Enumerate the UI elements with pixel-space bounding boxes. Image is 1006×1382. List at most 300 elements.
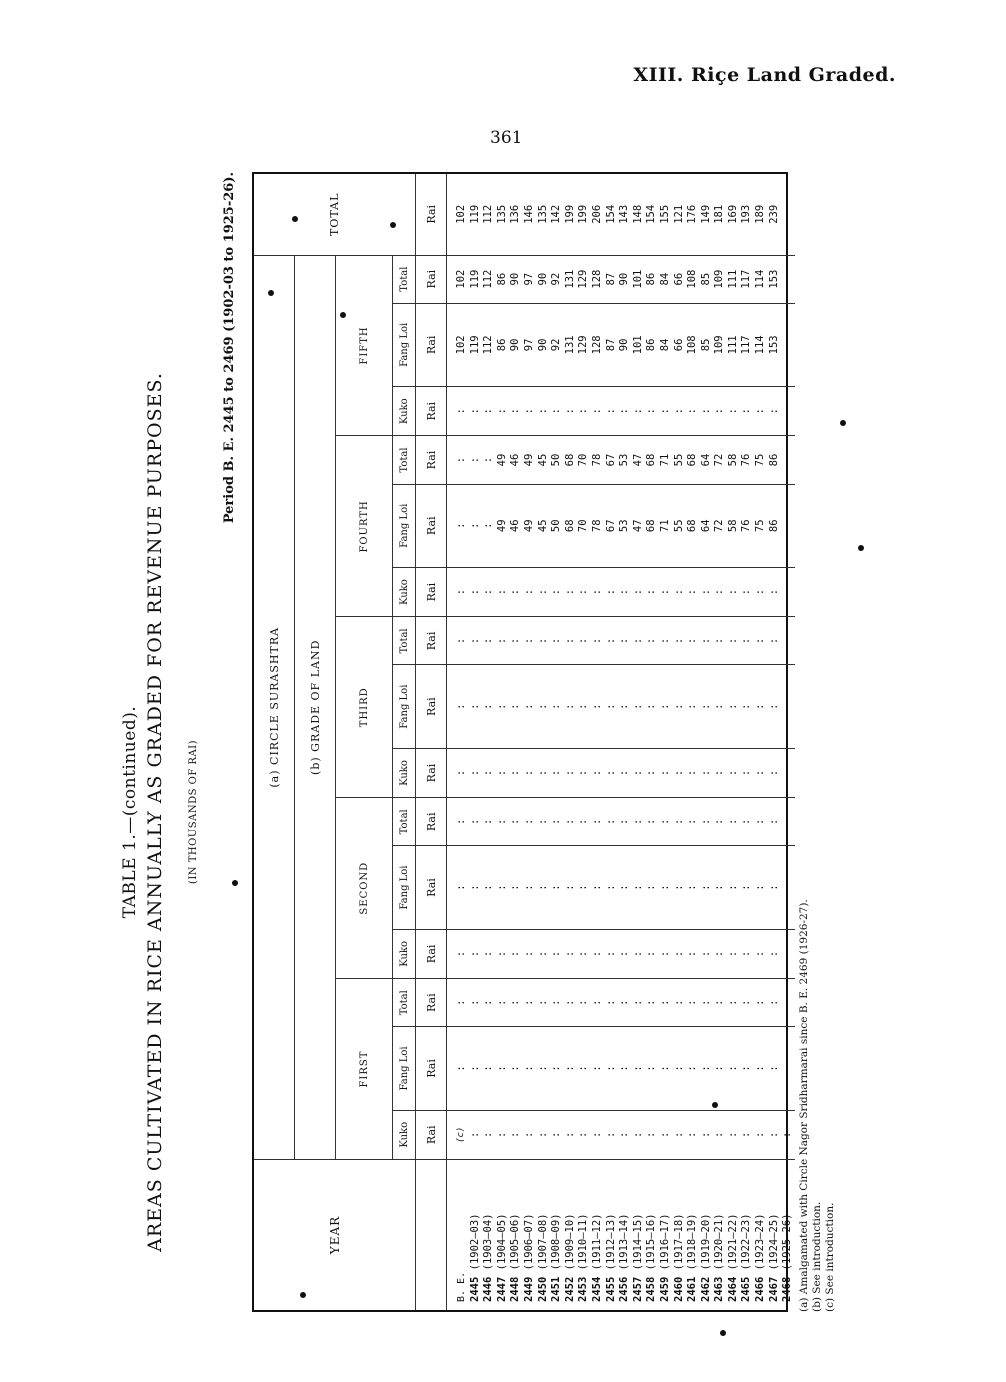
table-cell: : bbox=[740, 769, 753, 777]
table-cell: : bbox=[522, 588, 535, 596]
table-cell: : bbox=[699, 769, 712, 777]
table-cell: : bbox=[468, 408, 481, 415]
table-cell: : bbox=[767, 408, 780, 415]
year-ad: (1920–21) bbox=[713, 1213, 726, 1277]
subcol-total: Total bbox=[393, 617, 416, 665]
table-cell: 143 bbox=[618, 204, 631, 224]
page-number: 361 bbox=[490, 128, 523, 148]
year-ad: (1912–13) bbox=[604, 1213, 617, 1277]
table-cell: : bbox=[590, 769, 603, 777]
table-cell: : bbox=[482, 818, 495, 825]
table-cell: 64 bbox=[699, 453, 712, 467]
unit-label: Rai bbox=[416, 484, 447, 567]
year-row bbox=[469, 1160, 483, 1302]
table-cell: : bbox=[754, 884, 767, 891]
table-cell: : bbox=[522, 769, 535, 777]
table-cell: : bbox=[672, 884, 685, 891]
col-fifth-total bbox=[447, 255, 795, 303]
table-cell: : bbox=[563, 950, 576, 958]
table-cell: 68 bbox=[686, 519, 699, 533]
table-cell: : bbox=[726, 703, 739, 710]
table-cell: : bbox=[645, 769, 658, 777]
year-be: 2452 bbox=[563, 1276, 576, 1302]
table-cell: : bbox=[699, 1131, 712, 1138]
year-be: 2467 bbox=[767, 1276, 780, 1302]
col-first-fang-loi bbox=[447, 1027, 795, 1110]
col-first-kuko bbox=[447, 1110, 795, 1159]
table-cell: 85 bbox=[699, 338, 712, 352]
table-cell: 72 bbox=[713, 453, 726, 467]
table-cell: : bbox=[590, 408, 603, 415]
subcol-fang-loi: Fang Loi bbox=[393, 303, 416, 386]
table-cell: 68 bbox=[645, 453, 658, 467]
table-cell: : bbox=[699, 884, 712, 891]
table-cell: 75 bbox=[754, 519, 767, 533]
table-cell: : bbox=[550, 408, 563, 415]
year-be: 2462 bbox=[699, 1276, 712, 1302]
year-row bbox=[754, 1160, 768, 1302]
year-row bbox=[659, 1160, 673, 1302]
table-cell: 114 bbox=[754, 335, 767, 355]
table-cell: 119 bbox=[468, 335, 481, 355]
table-cell: 92 bbox=[550, 338, 563, 352]
period-label: Period B. E. 2445 to 2469 (1902-03 to 1925-26). bbox=[222, 172, 237, 524]
table-cell: : bbox=[658, 884, 671, 891]
table-cell: : bbox=[604, 703, 617, 710]
table-cell: : bbox=[604, 999, 617, 1006]
subcol-fang-loi: Fang Loi bbox=[393, 1027, 416, 1110]
table-cell: 46 bbox=[509, 519, 522, 533]
table-cell: : bbox=[631, 408, 644, 415]
table-cell: : bbox=[618, 950, 631, 958]
table-cell: : bbox=[468, 522, 481, 529]
year-row bbox=[673, 1160, 687, 1302]
year-ad: (1919–20) bbox=[699, 1213, 712, 1277]
table-cell: : bbox=[604, 950, 617, 958]
table-cell: : bbox=[590, 1131, 603, 1138]
subcol-kuko: Kuko bbox=[393, 387, 416, 436]
table-cell: : bbox=[740, 950, 753, 958]
table-cell: : bbox=[618, 769, 631, 777]
table-cell: 135 bbox=[536, 204, 549, 224]
units-note: (IN THOUSANDS OF RAI) bbox=[188, 739, 199, 885]
table-cell: : bbox=[509, 884, 522, 891]
table-cell: : bbox=[672, 637, 685, 645]
table-cell: : bbox=[482, 769, 495, 777]
table-cell: 50 bbox=[550, 519, 563, 533]
table-cell: : bbox=[590, 884, 603, 891]
table-cell: : bbox=[767, 637, 780, 645]
table-cell: : bbox=[495, 1065, 508, 1072]
data-table bbox=[254, 174, 795, 1310]
table-cell: 50 bbox=[550, 453, 563, 467]
table-cell: : bbox=[563, 637, 576, 645]
table-cell: : bbox=[631, 769, 644, 777]
table-cell: : bbox=[536, 703, 549, 710]
table-cell: : bbox=[509, 588, 522, 596]
col-fourth-total bbox=[447, 436, 795, 484]
col-fourth-fang-loi bbox=[447, 484, 795, 567]
year-row bbox=[482, 1160, 496, 1302]
table-cell: 148 bbox=[631, 204, 644, 224]
table-cell: 112 bbox=[482, 269, 495, 289]
table-cell: : bbox=[455, 950, 467, 958]
unit-label: Rai bbox=[416, 567, 447, 616]
year-ad: (1914–15) bbox=[631, 1213, 644, 1277]
table-cell: : bbox=[563, 818, 576, 825]
table-cell: 49 bbox=[495, 519, 508, 533]
year-ad: (1902–03) bbox=[468, 1213, 481, 1277]
total-header: TOTAL bbox=[254, 174, 416, 255]
table-cell: : bbox=[455, 522, 467, 529]
table-cell: 239 bbox=[767, 204, 780, 224]
table-cell: : bbox=[686, 769, 699, 777]
table-cell: : bbox=[686, 637, 699, 645]
subcol-kuko: Kuko bbox=[393, 748, 416, 797]
table-cell: 142 bbox=[550, 204, 563, 224]
footnote-c: (c) See introduction. bbox=[824, 1202, 836, 1312]
table-cell: : bbox=[482, 703, 495, 710]
table-cell: 154 bbox=[604, 204, 617, 224]
table-cell: : bbox=[672, 588, 685, 596]
table-cell: : bbox=[631, 884, 644, 891]
table-cell: : bbox=[590, 637, 603, 645]
table-cell: : bbox=[699, 1065, 712, 1072]
table-cell: : bbox=[740, 818, 753, 825]
table-cell: 49 bbox=[522, 519, 535, 533]
table-cell: : bbox=[699, 818, 712, 825]
table-cell: 46 bbox=[509, 453, 522, 467]
table-cell: : bbox=[455, 588, 467, 596]
table-cell: : bbox=[699, 408, 712, 415]
table-cell: : bbox=[509, 818, 522, 825]
table-cell: : bbox=[631, 999, 644, 1006]
table-cell: : bbox=[658, 703, 671, 710]
table-cell: : bbox=[658, 1065, 671, 1072]
table-cell: : bbox=[618, 884, 631, 891]
year-row bbox=[632, 1160, 646, 1302]
table-cell: : bbox=[713, 408, 726, 415]
table-cell: : bbox=[726, 637, 739, 645]
footnote-a: (a) Amalgamated with Circle Nagor Sridharmarai since B. E. 2469 (1926-27). bbox=[798, 899, 810, 1312]
table-cell: 86 bbox=[767, 519, 780, 533]
scan-speck bbox=[840, 420, 846, 426]
scan-speck bbox=[390, 222, 396, 228]
table-cell: : bbox=[699, 703, 712, 710]
table-cell: : bbox=[468, 456, 481, 464]
table-cell: : bbox=[590, 588, 603, 596]
table-cell: 76 bbox=[740, 453, 753, 467]
table-cell: : bbox=[618, 999, 631, 1006]
year-ad: (1921–22) bbox=[726, 1213, 739, 1277]
table-cell: : bbox=[713, 1065, 726, 1072]
table-cell: 112 bbox=[482, 204, 495, 224]
table-cell: 108 bbox=[686, 335, 699, 355]
circle-header: (a) CIRCLE SURASHTRA bbox=[254, 255, 295, 1159]
rotated-table-page bbox=[120, 172, 900, 1312]
table-cell: 87 bbox=[604, 272, 617, 286]
table-cell: : bbox=[699, 999, 712, 1006]
col-third-total bbox=[447, 617, 795, 665]
col-third-fang-loi bbox=[447, 665, 795, 748]
year-ad: (1918–19) bbox=[686, 1213, 699, 1277]
table-cell: : bbox=[455, 1065, 467, 1072]
year-ad: (1911–12) bbox=[590, 1213, 603, 1277]
subcol-total: Total bbox=[393, 979, 416, 1027]
table-cell: : bbox=[577, 999, 590, 1006]
scan-speck bbox=[720, 1330, 726, 1336]
table-cell: : bbox=[645, 408, 658, 415]
table-cell: 102 bbox=[455, 335, 467, 355]
subcol-fang-loi: Fang Loi bbox=[393, 484, 416, 567]
table-cell: : bbox=[455, 999, 467, 1006]
unit-label: Rai bbox=[416, 846, 447, 929]
table-cell: 49 bbox=[495, 453, 508, 467]
col-second-total bbox=[447, 798, 795, 846]
table-cell: : bbox=[590, 703, 603, 710]
table-cell: : bbox=[495, 1131, 508, 1138]
table-cell: 55 bbox=[672, 519, 685, 533]
unit-label: Rai bbox=[416, 436, 447, 484]
year-ad: (1906–07) bbox=[522, 1213, 535, 1277]
table-cell: : bbox=[522, 884, 535, 891]
table-cell: : bbox=[726, 999, 739, 1006]
footnote-b: (b) See introduction. bbox=[811, 1201, 823, 1312]
table-cell: 67 bbox=[604, 453, 617, 467]
table-cell: : bbox=[590, 1065, 603, 1072]
table-cell: : bbox=[536, 999, 549, 1006]
table-cell: : bbox=[686, 884, 699, 891]
table-cell: : bbox=[550, 637, 563, 645]
table-cell: 114 bbox=[754, 269, 767, 289]
table-cell: : bbox=[604, 408, 617, 415]
year-row bbox=[496, 1160, 510, 1302]
table-cell: 102 bbox=[455, 204, 467, 224]
table-cell: : bbox=[686, 999, 699, 1006]
year-ad: (1905–06) bbox=[509, 1213, 522, 1277]
table-number: TABLE 1.—(continued). bbox=[120, 705, 140, 919]
table-cell: 90 bbox=[536, 338, 549, 352]
table-cell: : bbox=[577, 818, 590, 825]
year-be: 2450 bbox=[536, 1276, 549, 1302]
year-row bbox=[686, 1160, 700, 1302]
table-cell: 58 bbox=[726, 453, 739, 467]
year-row bbox=[727, 1160, 741, 1302]
grade-of-land-header: (b) GRADE OF LAND bbox=[295, 255, 336, 1159]
table-cell: 68 bbox=[563, 519, 576, 533]
table-cell: 189 bbox=[754, 204, 767, 224]
table-cell: 53 bbox=[618, 519, 631, 533]
table-cell: : bbox=[590, 950, 603, 958]
table-cell: : bbox=[740, 999, 753, 1006]
table-cell: 86 bbox=[495, 272, 508, 286]
table-cell: : bbox=[536, 769, 549, 777]
unit-label: Rai bbox=[416, 1027, 447, 1110]
table-cell: : bbox=[455, 769, 467, 777]
footnotes bbox=[798, 172, 837, 1312]
table-cell: : bbox=[754, 999, 767, 1006]
table-cell: : bbox=[577, 884, 590, 891]
table-cell: 135 bbox=[495, 204, 508, 224]
table-cell: : bbox=[536, 950, 549, 958]
table-cell: 67 bbox=[604, 519, 617, 533]
table-cell: : bbox=[509, 703, 522, 710]
table-cell: : bbox=[495, 999, 508, 1006]
table-cell: 155 bbox=[658, 204, 671, 224]
table-cell: : bbox=[767, 818, 780, 825]
table-cell: : bbox=[754, 408, 767, 415]
table-cell: : bbox=[577, 769, 590, 777]
table-cell: : bbox=[713, 1131, 726, 1138]
table-cell: : bbox=[495, 637, 508, 645]
table-cell: : bbox=[713, 999, 726, 1006]
table-cell: : bbox=[754, 1131, 767, 1138]
year-row bbox=[713, 1160, 727, 1302]
table-cell: 68 bbox=[563, 453, 576, 467]
table-cell: : bbox=[563, 1131, 576, 1138]
subcol-fang-loi: Fang Loi bbox=[393, 846, 416, 929]
table-cell: 102 bbox=[455, 269, 467, 289]
table-cell: : bbox=[604, 1131, 617, 1138]
unit-label: Rai bbox=[416, 665, 447, 748]
table-cell: : bbox=[658, 769, 671, 777]
table-cell: : bbox=[686, 703, 699, 710]
table-cell: : bbox=[740, 588, 753, 596]
table-cell: 149 bbox=[699, 204, 712, 224]
table-cell: 128 bbox=[590, 335, 603, 355]
table-cell: : bbox=[604, 769, 617, 777]
table-cell: 176 bbox=[686, 204, 699, 224]
table-cell: 66 bbox=[672, 272, 685, 286]
year-ad: (1903–04) bbox=[482, 1213, 495, 1277]
table-cell: 70 bbox=[577, 453, 590, 467]
table-cell: : bbox=[495, 703, 508, 710]
table-heading: AREAS CULTIVATED IN RICE ANNUALLY AS GRADED FOR REVENUE PURPOSES. bbox=[144, 372, 166, 1252]
table-cell: : bbox=[699, 637, 712, 645]
table-cell: : bbox=[754, 637, 767, 645]
table-cell: 87 bbox=[604, 338, 617, 352]
col-fifth-fang-loi bbox=[447, 303, 795, 386]
year-row bbox=[605, 1160, 619, 1302]
table-cell: : bbox=[550, 950, 563, 958]
table-cell: : bbox=[509, 408, 522, 415]
table-cell: : bbox=[631, 950, 644, 958]
col-grand-total bbox=[447, 174, 795, 255]
table-cell: : bbox=[781, 1131, 794, 1138]
table-cell: 68 bbox=[686, 453, 699, 467]
table-cell: 92 bbox=[550, 272, 563, 286]
table-cell: 49 bbox=[522, 453, 535, 467]
table-cell: : bbox=[495, 950, 508, 958]
table-cell: : bbox=[740, 703, 753, 710]
year-be: 2451 bbox=[550, 1276, 563, 1302]
table-cell: : bbox=[726, 818, 739, 825]
table-cell: : bbox=[767, 703, 780, 710]
table-cell: : bbox=[590, 818, 603, 825]
table-cell: : bbox=[686, 408, 699, 415]
table-cell: : bbox=[550, 999, 563, 1006]
scan-speck bbox=[292, 216, 298, 222]
unit-label: Rai bbox=[416, 798, 447, 846]
table-cell: 153 bbox=[767, 335, 780, 355]
table-cell: 90 bbox=[536, 272, 549, 286]
table-cell: : bbox=[482, 884, 495, 891]
year-ad: (1915–16) bbox=[645, 1213, 658, 1277]
table-cell: 90 bbox=[509, 338, 522, 352]
table-cell: : bbox=[658, 408, 671, 415]
unit-label: Rai bbox=[416, 1110, 447, 1159]
table-cell: : bbox=[509, 1131, 522, 1138]
table-cell: : bbox=[550, 1065, 563, 1072]
note-c: (c) bbox=[456, 1126, 466, 1143]
year-ad: (1904–05) bbox=[495, 1213, 508, 1277]
table-cell: 86 bbox=[767, 453, 780, 467]
table-cell: : bbox=[577, 1131, 590, 1138]
table-cell: : bbox=[672, 999, 685, 1006]
table-cell: : bbox=[618, 703, 631, 710]
year-be: 2449 bbox=[522, 1276, 535, 1302]
table-cell: 84 bbox=[658, 272, 671, 286]
table-cell: : bbox=[767, 1065, 780, 1072]
table-cell: 193 bbox=[740, 204, 753, 224]
table-cell: 71 bbox=[658, 519, 671, 533]
table-cell: : bbox=[590, 999, 603, 1006]
table-cell: : bbox=[618, 1065, 631, 1072]
table-cell: : bbox=[536, 818, 549, 825]
table-cell: 86 bbox=[495, 338, 508, 352]
table-cell: : bbox=[577, 703, 590, 710]
table-cell: : bbox=[672, 408, 685, 415]
unit-label: Rai bbox=[416, 617, 447, 665]
col-fourth-kuko bbox=[447, 567, 795, 616]
table-cell: : bbox=[658, 818, 671, 825]
table-cell: : bbox=[509, 637, 522, 645]
table-cell: : bbox=[577, 588, 590, 596]
table-cell: : bbox=[495, 588, 508, 596]
table-cell: 206 bbox=[590, 204, 603, 224]
table-cell: : bbox=[767, 950, 780, 958]
year-row bbox=[618, 1160, 632, 1302]
table-cell: : bbox=[618, 408, 631, 415]
table-cell: 64 bbox=[699, 519, 712, 533]
table-cell: : bbox=[563, 408, 576, 415]
table-cell: 119 bbox=[468, 269, 481, 289]
table-cell: : bbox=[495, 884, 508, 891]
year-row bbox=[700, 1160, 714, 1302]
table-cell: : bbox=[713, 884, 726, 891]
table-cell: 112 bbox=[482, 335, 495, 355]
section-header: XIII. Riçe Land Graded. bbox=[633, 64, 896, 86]
table-cell: : bbox=[740, 884, 753, 891]
year-be: 2466 bbox=[754, 1276, 767, 1302]
year-be: 2458 bbox=[645, 1276, 658, 1302]
table-cell: : bbox=[604, 818, 617, 825]
table-cell: : bbox=[482, 999, 495, 1006]
table-cell: : bbox=[577, 950, 590, 958]
table-cell: : bbox=[550, 818, 563, 825]
year-row bbox=[523, 1160, 537, 1302]
year-be: 2448 bbox=[509, 1276, 522, 1302]
table-cell: : bbox=[740, 408, 753, 415]
table-cell: : bbox=[577, 408, 590, 415]
table-cell: : bbox=[482, 1131, 495, 1138]
table-cell: : bbox=[550, 588, 563, 596]
table-cell: 47 bbox=[631, 453, 644, 467]
table-cell: : bbox=[468, 999, 481, 1006]
year-ad: (1908–09) bbox=[550, 1213, 563, 1277]
table-cell: : bbox=[658, 1131, 671, 1138]
table-cell: : bbox=[699, 588, 712, 596]
